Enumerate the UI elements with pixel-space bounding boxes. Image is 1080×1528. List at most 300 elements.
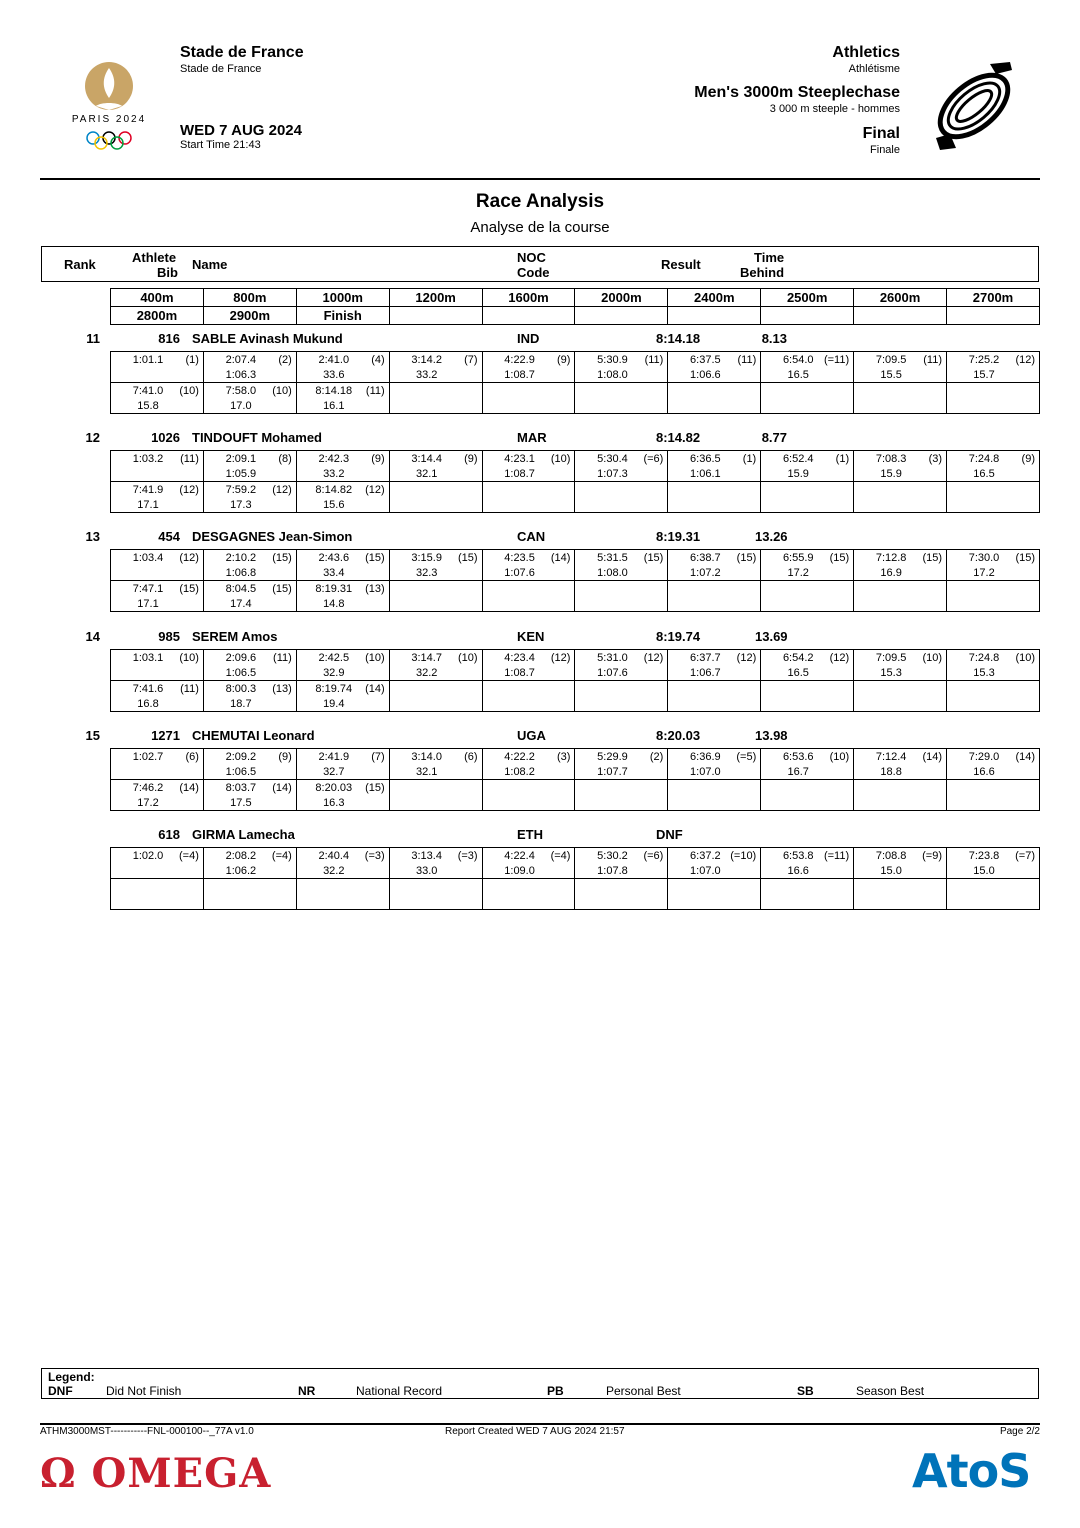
split-interval: 16.6	[973, 765, 995, 778]
event-date: WED 7 AUG 2024	[180, 122, 302, 139]
split-times-grid	[110, 847, 1040, 910]
split-time: 7:46.2	[132, 781, 164, 794]
split-time: 1:03.2	[132, 453, 164, 466]
split-cell	[668, 581, 761, 612]
split-cell	[668, 482, 761, 513]
split-times-grid	[110, 649, 1040, 712]
col-result: Result	[661, 257, 701, 272]
split-cell	[482, 451, 575, 482]
split-position: (15)	[179, 583, 199, 596]
header-divider	[40, 178, 1040, 180]
split-position: (13)	[365, 583, 385, 596]
split-cell	[203, 482, 296, 513]
split-time: 6:38.7	[690, 552, 721, 565]
split-position: (12)	[179, 484, 199, 497]
split-cell	[389, 779, 482, 810]
split-cell	[947, 879, 1040, 910]
athlete-rank: 15	[85, 727, 100, 743]
split-interval: 15.0	[880, 865, 902, 877]
split-cell	[203, 680, 296, 711]
split-cell	[482, 879, 575, 910]
legend-title: Legend:	[48, 1370, 95, 1384]
athlete-result: 8:19.31	[656, 529, 701, 545]
split-position: (=11)	[823, 354, 850, 366]
split-cell	[575, 879, 668, 910]
split-interval: 16.9	[880, 567, 902, 580]
venue-name-fr: Stade de France	[180, 63, 262, 75]
omega-logo: Ω OMEGA	[40, 1450, 272, 1497]
split-cell	[668, 352, 761, 383]
split-cell	[389, 748, 482, 779]
split-cell	[482, 383, 575, 414]
split-cell	[203, 383, 296, 414]
split-interval: 1:07.6	[504, 567, 535, 580]
split-time: 3:14.7	[411, 651, 442, 664]
split-cell	[575, 550, 668, 581]
split-cell	[296, 451, 389, 482]
split-header-row	[111, 289, 1040, 307]
split-cell	[854, 451, 947, 482]
split-distance-label: 2600m	[854, 289, 947, 307]
split-position: (15)	[922, 552, 943, 565]
athlete-row	[0, 826, 1080, 844]
split-distance-label	[389, 307, 482, 325]
athlete-result: DNF	[656, 827, 683, 842]
split-cell	[668, 649, 761, 680]
split-position: (=7)	[1015, 850, 1035, 862]
split-cell	[668, 848, 761, 879]
split-time: 8:14.82	[315, 484, 353, 497]
split-time: 7:24.8	[968, 651, 1000, 664]
split-interval: 17.2	[137, 796, 159, 809]
athlete-bib: 816	[158, 331, 180, 346]
split-cell	[668, 383, 761, 414]
split-interval: 15.6	[323, 499, 345, 512]
split-distance-label: 2700m	[947, 289, 1040, 307]
split-interval: 17.1	[137, 598, 159, 611]
split-position: (9)	[1021, 453, 1035, 466]
split-cell	[854, 649, 947, 680]
split-cell	[482, 748, 575, 779]
split-cell	[575, 848, 668, 879]
split-time: 6:37.5	[690, 354, 721, 366]
split-interval: 19.4	[323, 697, 345, 710]
split-interval: 15.9	[880, 468, 902, 481]
split-position: (12)	[736, 651, 757, 664]
legend-code-dnf: DNF	[48, 1384, 73, 1398]
split-cell	[854, 680, 947, 711]
split-time: 4:22.4	[504, 850, 535, 862]
split-interval: 15.7	[973, 369, 995, 381]
split-position: (=11)	[823, 850, 850, 862]
split-time: 1:03.4	[132, 552, 164, 565]
split-interval: 15.3	[973, 666, 995, 679]
athlete-bib: 454	[158, 529, 180, 545]
split-cell	[296, 352, 389, 383]
event-phase-fr: Finale	[870, 144, 900, 156]
split-time: 7:08.8	[875, 850, 907, 862]
athlete-result: 8:14.82	[656, 430, 701, 446]
split-cell	[947, 848, 1040, 879]
split-position: (15)	[1015, 552, 1035, 565]
split-cell	[203, 848, 296, 879]
athlete-name: GIRMA Lamecha	[192, 827, 295, 842]
page-title: Race Analysis	[475, 191, 605, 212]
split-interval: 15.0	[973, 865, 995, 877]
split-time: 7:47.1	[132, 583, 164, 596]
split-cell	[575, 779, 668, 810]
split-cell	[111, 550, 204, 581]
split-interval: 16.5	[787, 369, 809, 381]
split-distance-header	[110, 288, 1040, 325]
split-time: 6:37.2	[690, 850, 721, 862]
split-time: 7:30.0	[968, 552, 1000, 565]
split-cell	[947, 550, 1040, 581]
split-position: (15)	[272, 583, 292, 596]
split-time: 7:12.8	[875, 552, 907, 565]
split-cell	[947, 779, 1040, 810]
split-cell	[111, 879, 204, 910]
split-interval: 17.3	[230, 499, 252, 512]
split-cell	[482, 581, 575, 612]
split-time: 2:40.4	[318, 850, 350, 862]
athlete-time-behind: 8.13	[761, 331, 787, 346]
split-distance-label: 400m	[111, 289, 204, 307]
split-position: (1)	[185, 354, 199, 366]
split-time: 2:09.6	[225, 651, 257, 664]
split-position: (14)	[179, 781, 199, 794]
split-cell	[947, 680, 1040, 711]
legend-code-sb: SB	[797, 1384, 814, 1398]
split-time: 7:58.0	[225, 385, 257, 397]
split-cell	[575, 352, 668, 383]
split-cell	[854, 482, 947, 513]
split-times-row	[111, 649, 1040, 680]
split-cell	[203, 352, 296, 383]
split-cell	[111, 848, 204, 879]
split-cell	[575, 383, 668, 414]
col-athlete: Athlete	[132, 250, 177, 265]
split-time: 5:30.2	[597, 850, 628, 862]
split-time: 2:42.5	[318, 651, 350, 664]
split-position: (11)	[644, 354, 664, 366]
split-cell	[389, 649, 482, 680]
split-position: (=6)	[643, 850, 664, 862]
split-times-grid	[110, 549, 1040, 612]
split-cell	[296, 779, 389, 810]
split-interval: 1:06.3	[225, 369, 257, 381]
split-time: 2:09.2	[225, 750, 257, 763]
legend-code-pb: PB	[547, 1384, 564, 1398]
split-interval: 1:06.8	[225, 567, 257, 580]
split-time: 7:24.8	[968, 453, 1000, 466]
split-times-row	[111, 848, 1040, 879]
split-position: (14)	[272, 781, 292, 794]
split-time: 6:53.6	[782, 750, 814, 763]
athlete-bib: 618	[158, 827, 180, 842]
split-cell	[482, 779, 575, 810]
split-position: (2)	[649, 750, 664, 763]
split-interval: 1:06.6	[690, 369, 721, 381]
split-position: (14)	[550, 552, 571, 565]
split-times-row	[111, 383, 1040, 414]
split-time: 8:20.03	[315, 781, 353, 794]
split-header-row	[111, 307, 1040, 325]
split-interval: 17.2	[787, 567, 809, 580]
split-cell	[111, 383, 204, 414]
athlete-bib: 1271	[151, 727, 180, 743]
split-interval: 1:08.7	[504, 468, 535, 481]
split-interval: 16.5	[787, 666, 809, 679]
split-cell	[761, 581, 854, 612]
split-cell	[668, 680, 761, 711]
split-cell	[203, 649, 296, 680]
split-position: (10)	[1015, 651, 1035, 664]
event-name-fr: 3 000 m steeple - hommes	[769, 103, 900, 115]
split-time: 6:54.0	[782, 354, 814, 366]
athlete-row	[0, 429, 1080, 447]
split-distance-label: 2500m	[761, 289, 854, 307]
split-position: (9)	[464, 453, 478, 466]
split-time: 3:13.4	[411, 850, 442, 862]
split-cell	[389, 879, 482, 910]
split-interval: 18.7	[230, 697, 252, 710]
split-interval: 1:06.5	[225, 666, 257, 679]
split-cell	[296, 581, 389, 612]
split-interval: 32.2	[323, 865, 345, 877]
split-cell	[111, 748, 204, 779]
atos-logo: AtoS	[912, 1444, 1031, 1498]
split-cell	[575, 680, 668, 711]
split-position: (15)	[272, 552, 292, 565]
athlete-row	[0, 330, 1080, 348]
athlete-bib: 985	[158, 628, 180, 644]
split-interval: 33.0	[415, 865, 438, 877]
athlete-noc: KEN	[517, 628, 545, 644]
split-cell	[947, 482, 1040, 513]
split-position: (=10)	[730, 850, 757, 862]
split-interval: 16.5	[973, 468, 995, 481]
split-time: 3:14.2	[411, 354, 442, 366]
athlete-bib: 1026	[151, 430, 180, 446]
split-interval: 1:09.0	[504, 865, 535, 877]
split-cell	[947, 383, 1040, 414]
athlete-time-behind: 13.26	[755, 529, 788, 545]
split-interval: 32.9	[323, 666, 345, 679]
split-position: (15)	[365, 552, 385, 565]
split-time: 5:30.4	[597, 453, 628, 466]
split-times-row	[111, 482, 1040, 513]
athlete-time-behind: 13.69	[755, 628, 788, 644]
split-times-row	[111, 680, 1040, 711]
split-cell	[389, 352, 482, 383]
column-header-box	[41, 246, 1039, 282]
col-rank: Rank	[64, 257, 96, 272]
split-time: 2:07.4	[225, 354, 257, 366]
split-position: (14)	[1015, 750, 1035, 763]
split-distance-label	[482, 307, 575, 325]
split-cell	[575, 748, 668, 779]
split-interval: 15.5	[880, 369, 902, 381]
olympic-rings-icon	[84, 130, 134, 150]
split-cell	[482, 848, 575, 879]
split-time: 8:04.5	[225, 583, 257, 596]
split-cell	[203, 748, 296, 779]
split-position: (=4)	[271, 850, 292, 862]
split-time: 2:41.0	[318, 354, 350, 366]
split-interval: 16.6	[787, 865, 809, 877]
split-interval: 17.4	[230, 598, 252, 611]
split-interval: 33.6	[323, 369, 345, 381]
split-position: (11)	[273, 651, 292, 664]
split-cell	[761, 352, 854, 383]
athlete-result: 8:20.03	[656, 727, 701, 743]
athlete-noc: UGA	[517, 727, 546, 743]
athlete-name: DESGAGNES Jean-Simon	[192, 529, 353, 545]
split-position: (6)	[464, 750, 478, 763]
split-time: 6:53.8	[782, 850, 814, 862]
split-cell	[482, 352, 575, 383]
split-position: (3)	[557, 750, 571, 763]
legend-desc-pb: Personal Best	[606, 1384, 681, 1398]
split-time: 2:09.1	[225, 453, 257, 466]
split-cell	[947, 352, 1040, 383]
athlete-name: SABLE Avinash Mukund	[192, 331, 343, 346]
split-position: (14)	[922, 750, 943, 763]
split-cell	[947, 748, 1040, 779]
split-time: 8:14.18	[315, 385, 353, 397]
split-cell	[854, 748, 947, 779]
split-cell	[575, 451, 668, 482]
split-interval: 32.3	[415, 567, 438, 580]
split-position: (12)	[365, 484, 385, 497]
athlete-name: SEREM Amos	[192, 628, 278, 644]
split-position: (12)	[829, 651, 850, 664]
split-cell	[854, 779, 947, 810]
split-cell	[296, 680, 389, 711]
split-time: 6:52.4	[782, 453, 814, 466]
footer-divider	[40, 1423, 1040, 1425]
split-interval: 1:08.7	[504, 666, 535, 679]
col-code: Code	[517, 265, 550, 280]
split-cell	[668, 550, 761, 581]
split-cell	[854, 879, 947, 910]
split-interval: 33.2	[323, 468, 345, 481]
split-position: (9)	[278, 750, 292, 763]
athlete-noc: IND	[517, 331, 540, 346]
split-interval: 15.9	[787, 468, 809, 481]
split-position: (10)	[550, 453, 571, 466]
split-cell	[854, 352, 947, 383]
split-cell	[389, 581, 482, 612]
paris-2024-emblem	[66, 58, 152, 154]
split-interval: 1:08.7	[504, 369, 535, 381]
split-position: (12)	[643, 651, 664, 664]
split-interval: 18.8	[880, 765, 902, 778]
split-time: 7:08.3	[875, 453, 907, 466]
legend-desc-nr: National Record	[356, 1384, 443, 1398]
split-time: 6:54.2	[782, 651, 814, 664]
split-time: 4:23.1	[504, 453, 535, 466]
split-position: (13)	[272, 682, 292, 695]
split-distance-label	[947, 307, 1040, 325]
split-interval: 17.1	[137, 499, 159, 512]
split-interval: 14.8	[323, 598, 345, 611]
split-cell	[203, 779, 296, 810]
athlete-time-behind: 13.98	[755, 727, 788, 743]
split-interval: 1:05.9	[225, 468, 257, 481]
split-cell	[761, 748, 854, 779]
split-distance-label	[575, 307, 668, 325]
split-cell	[761, 451, 854, 482]
split-time: 1:03.1	[132, 651, 164, 664]
split-time: 3:14.4	[411, 453, 442, 466]
athlete-rank: 14	[85, 628, 100, 644]
athlete-noc: ETH	[517, 827, 543, 842]
split-cell	[854, 581, 947, 612]
split-cell	[761, 383, 854, 414]
split-interval: 1:06.5	[225, 765, 257, 778]
split-position: (10)	[458, 651, 478, 664]
split-cell	[947, 649, 1040, 680]
athlete-row	[0, 628, 1080, 646]
split-position: (9)	[371, 453, 385, 466]
split-cell	[854, 383, 947, 414]
split-cell	[389, 383, 482, 414]
split-interval: 1:07.8	[597, 865, 628, 877]
split-position: (9)	[557, 354, 571, 366]
split-position: (=4)	[179, 850, 199, 862]
split-interval: 1:06.7	[690, 666, 721, 679]
split-time: 3:14.0	[411, 750, 442, 763]
split-cell	[854, 550, 947, 581]
split-distance-label: 1600m	[482, 289, 575, 307]
split-position: (14)	[365, 682, 385, 695]
split-cell	[111, 352, 204, 383]
col-time: Time	[754, 250, 785, 265]
split-cell	[111, 581, 204, 612]
split-interval: 1:06.2	[225, 865, 257, 877]
split-interval: 15.3	[880, 666, 902, 679]
split-cell	[111, 680, 204, 711]
split-time: 7:59.2	[225, 484, 257, 497]
split-interval: 16.7	[787, 765, 809, 778]
split-interval: 15.8	[137, 400, 159, 412]
split-position: (1)	[835, 453, 850, 466]
split-time: 4:23.4	[504, 651, 535, 664]
venue-name: Stade de France	[180, 44, 304, 61]
split-cell	[761, 550, 854, 581]
split-times-grid	[110, 351, 1040, 414]
split-time: 2:42.3	[318, 453, 350, 466]
split-interval: 1:08.2	[504, 765, 535, 778]
athlete-result: 8:14.18	[656, 331, 701, 346]
split-cell	[761, 482, 854, 513]
split-cell	[296, 649, 389, 680]
split-time: 8:00.3	[225, 682, 257, 695]
split-cell	[111, 482, 204, 513]
event-phase: Final	[862, 125, 900, 142]
start-time: Start Time 21:43	[180, 139, 261, 151]
athlete-rank: 12	[85, 430, 100, 446]
split-interval: 16.1	[323, 400, 345, 412]
sport-name-fr: Athlétisme	[848, 63, 900, 75]
split-position: (=5)	[736, 750, 757, 763]
col-bib: Bib	[157, 265, 178, 280]
split-position: (11)	[180, 453, 199, 466]
split-cell	[947, 581, 1040, 612]
col-noc: NOC	[517, 250, 546, 265]
